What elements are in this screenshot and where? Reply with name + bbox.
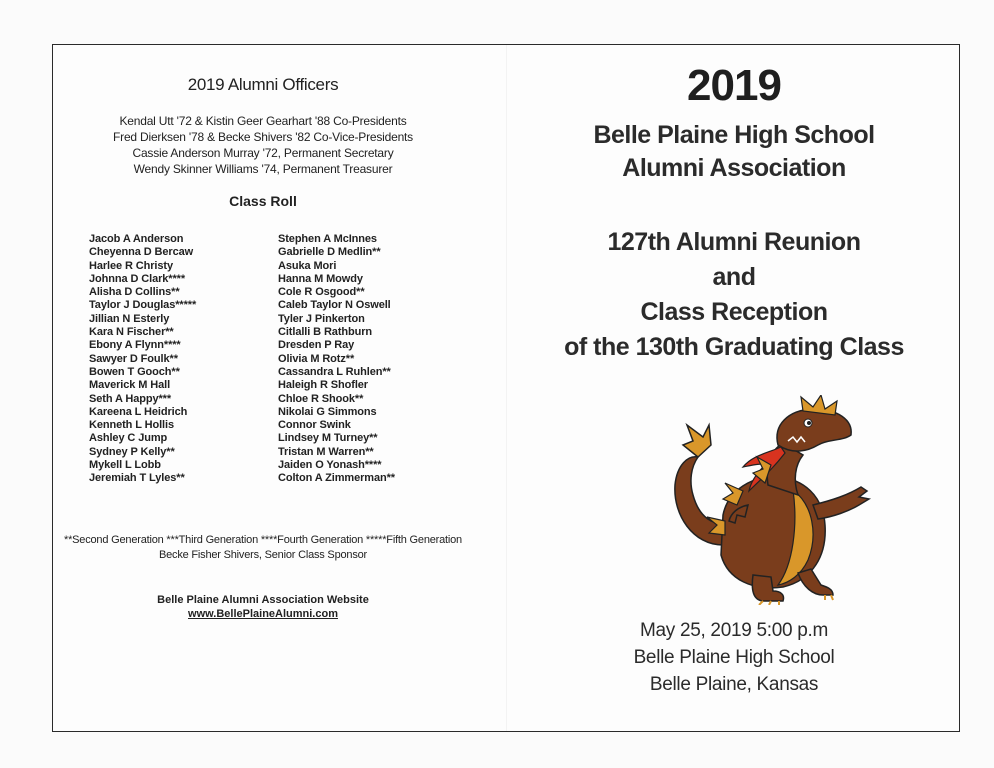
- class-roll-name: Taylor J Douglas*****: [89, 299, 197, 312]
- website-label: Belle Plaine Alumni Association Website: [157, 594, 369, 606]
- right-panel: [507, 45, 961, 731]
- class-roll-name: Sydney P Kelly**: [89, 445, 175, 458]
- class-roll-name: Kenneth L Hollis: [89, 419, 174, 432]
- event-city: Belle Plaine, Kansas: [649, 674, 819, 695]
- class-roll-name: Johnna D Clark****: [89, 272, 186, 285]
- class-roll-name: Cole R Osgood**: [278, 286, 365, 299]
- association-line-2: Alumni Association: [622, 154, 846, 182]
- left-panel: [53, 45, 506, 731]
- class-roll-name: Asuka Mori: [278, 259, 337, 272]
- class-roll-name: Nikolai G Simmons: [278, 405, 377, 418]
- reunion-title: [507, 225, 961, 365]
- class-roll-name: Harlee R Christy: [89, 259, 173, 272]
- event-venue: Belle Plaine High School: [633, 647, 835, 668]
- class-roll-name: Alisha D Collins**: [89, 286, 180, 299]
- reunion-line: of the 130th Graduating Class: [564, 333, 904, 361]
- class-roll-name: Seth A Happy***: [89, 392, 172, 405]
- sponsor-line: Becke Fisher Shivers, Senior Class Sponsor: [158, 549, 368, 561]
- class-roll-name: Ebony A Flynn****: [89, 339, 181, 352]
- officers-title: 2019 Alumni Officers: [187, 75, 339, 94]
- class-roll-name: Olivia M Rotz**: [278, 352, 355, 365]
- class-roll-name: Jeremiah T Lyles**: [89, 472, 185, 485]
- event-details: [507, 617, 961, 698]
- class-roll-name: Cassandra L Ruhlen**: [278, 365, 391, 378]
- class-roll-name: Kara N Fischer**: [89, 326, 174, 339]
- association-title: [507, 119, 961, 185]
- class-roll-name: Maverick M Hall: [89, 379, 171, 392]
- class-roll-column-1: [89, 233, 196, 486]
- class-roll-name: Dresden P Ray: [278, 339, 355, 352]
- program-sheet: [52, 44, 960, 732]
- class-roll-title: Class Roll: [229, 193, 297, 209]
- class-roll-name: Jillian N Esterly: [89, 312, 170, 325]
- legend-line: **Second Generation ***Third Generation ****Fourth Generation *****Fifth Generation: [64, 534, 462, 546]
- class-roll-name: Stephen A McInnes: [278, 233, 377, 245]
- event-date: May 25, 2019 5:00 p.m: [639, 620, 829, 641]
- class-roll-name: Mykell L Lobb: [89, 459, 161, 472]
- cover-year: 2019: [687, 61, 781, 110]
- officer-line: Fred Dierksen '78 & Becke Shivers '82 Co-Vice-Presidents: [113, 130, 413, 144]
- class-roll-name: Jaiden O Yonash****: [278, 459, 382, 472]
- officer-line: Cassie Anderson Murray '72, Permanent Secretary: [132, 146, 394, 160]
- class-roll-name: Kareena L Heidrich: [89, 405, 188, 418]
- reunion-line: Class Reception: [640, 298, 828, 326]
- officer-line: Wendy Skinner Williams '74, Permanent Treasurer: [133, 162, 393, 176]
- class-roll-name: Tristan M Warren**: [278, 445, 374, 458]
- class-roll-name: Connor Swink: [278, 419, 351, 432]
- officers-list: [53, 113, 473, 177]
- class-roll-name: Hanna M Mowdy: [278, 272, 363, 285]
- class-roll-name: Sawyer D Foulk**: [89, 352, 178, 365]
- class-roll-name: Gabrielle D Medlin**: [278, 246, 381, 259]
- class-roll-name: Lindsey M Turney**: [278, 432, 378, 445]
- class-roll-name: Haleigh R Shofler: [278, 379, 368, 392]
- officer-line: Kendal Utt '72 & Kistin Geer Gearhart '88 Co-Presidents: [119, 114, 407, 128]
- class-roll-column-2: [278, 233, 395, 486]
- class-roll-name: Jacob A Anderson: [89, 233, 184, 245]
- website-link[interactable]: www.BellePlaineAlumni.com: [188, 608, 338, 620]
- website-block: [53, 593, 473, 621]
- class-roll-name: Citlalli B Rathburn: [278, 326, 373, 339]
- association-line-1: Belle Plaine High School: [593, 121, 875, 149]
- class-roll-name: Tyler J Pinkerton: [278, 312, 365, 325]
- class-roll-name: Bowen T Gooch**: [89, 365, 180, 378]
- class-roll-name: Ashley C Jump: [89, 432, 168, 445]
- class-roll-name: Caleb Taylor N Oswell: [278, 299, 391, 312]
- class-roll-name: Chloe R Shook**: [278, 392, 364, 405]
- class-roll-name: Colton A Zimmerman**: [278, 472, 395, 485]
- reunion-line: and: [712, 263, 756, 291]
- class-roll-name: Cheyenna D Bercaw: [89, 246, 194, 259]
- generation-legend: [53, 533, 473, 563]
- reunion-line: 127th Alumni Reunion: [607, 228, 861, 256]
- dragon-mascot-icon: [653, 395, 883, 610]
